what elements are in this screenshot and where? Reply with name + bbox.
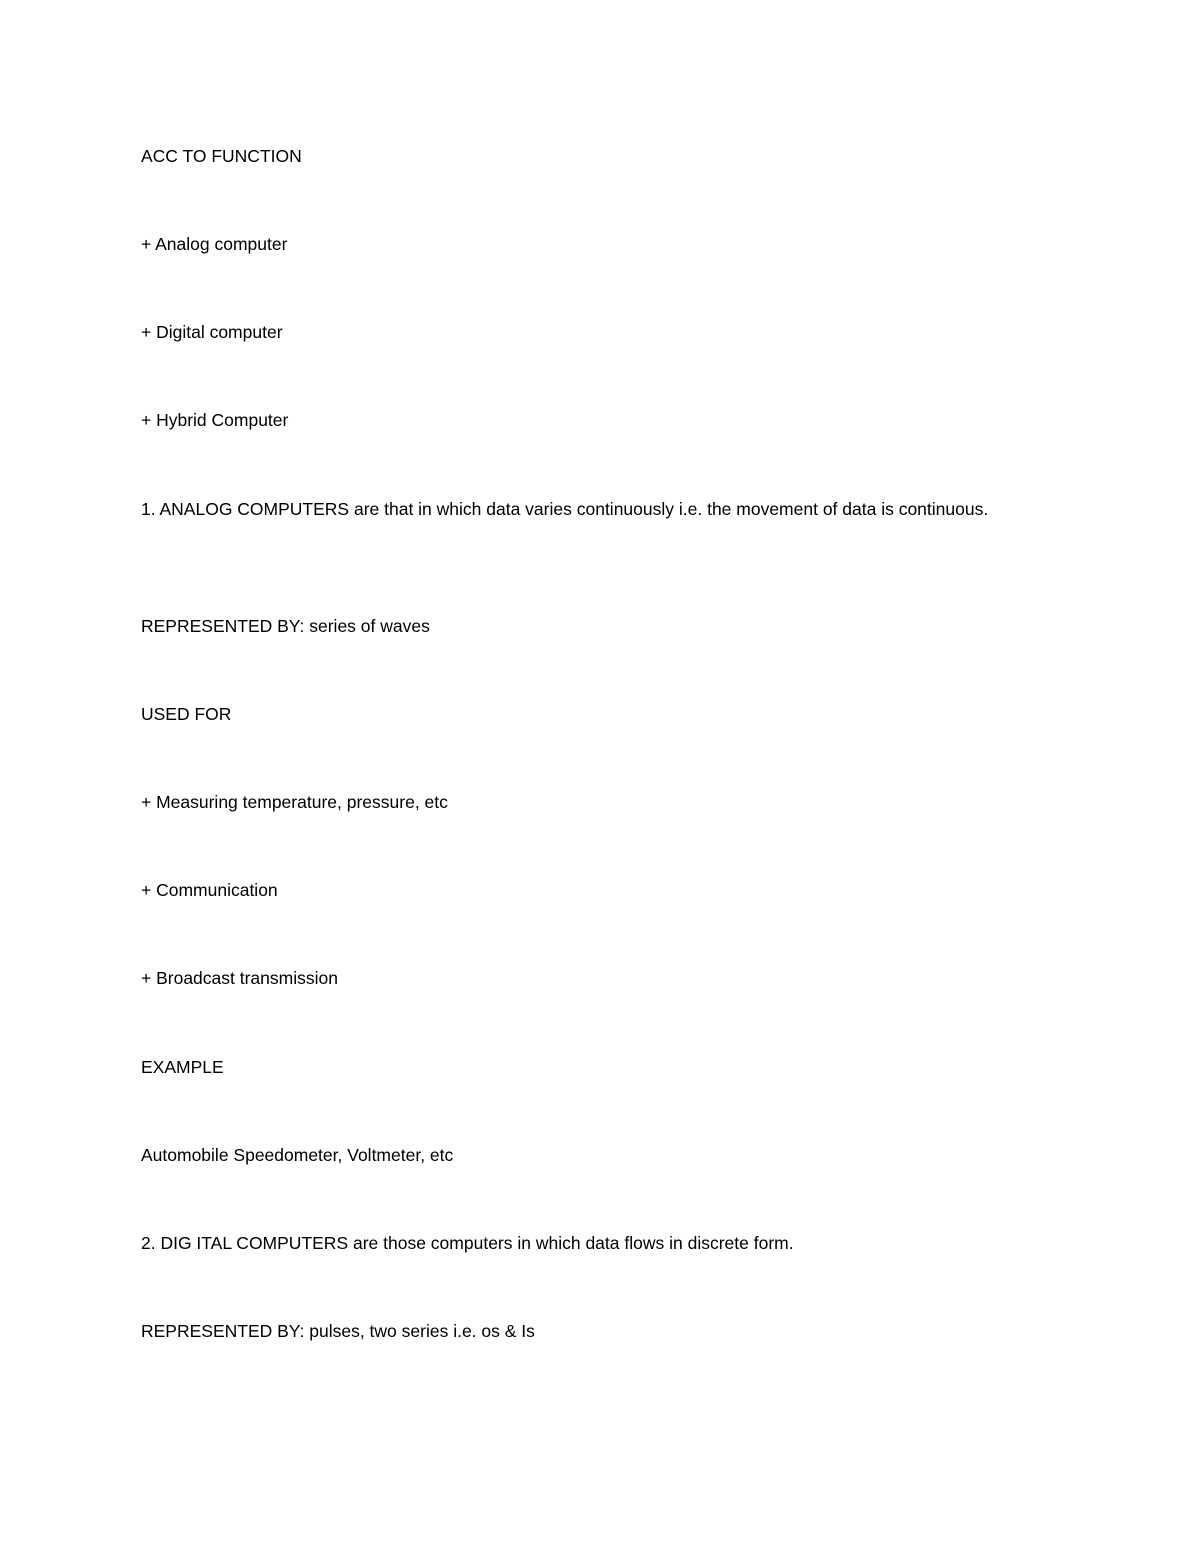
paragraph: 1. ANALOG COMPUTERS are that in which data varies continuously i.e. the movement of data is continuous. [141, 499, 989, 519]
section-heading: EXAMPLE [141, 1057, 224, 1077]
paragraph: REPRESENTED BY: pulses, two series i.e. os & Is [141, 1321, 535, 1341]
paragraph: REPRESENTED BY: series of waves [141, 616, 430, 636]
section-heading: ACC TO FUNCTION [141, 146, 302, 166]
list-item: + Communication [141, 880, 278, 900]
list-item: + Measuring temperature, pressure, etc [141, 792, 448, 812]
list-item: + Analog computer [141, 234, 288, 254]
section-heading: USED FOR [141, 704, 232, 724]
paragraph: 2. DIG ITAL COMPUTERS are those computers in which data flows in discrete form. [141, 1233, 794, 1253]
list-item: + Digital computer [141, 322, 283, 342]
list-item: + Hybrid Computer [141, 410, 289, 430]
paragraph: Automobile Speedometer, Voltmeter, etc [141, 1145, 454, 1165]
list-item: + Broadcast transmission [141, 968, 338, 988]
